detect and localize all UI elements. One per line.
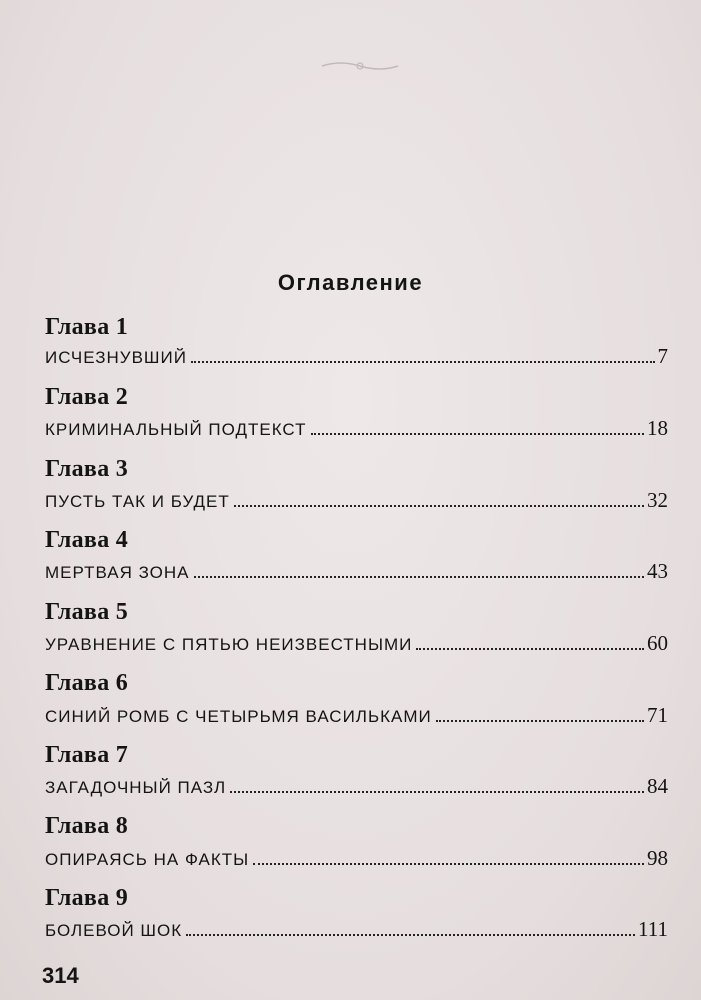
page-number: 314 bbox=[42, 963, 79, 988]
toc-entry[interactable] bbox=[45, 559, 668, 587]
entry-title: ИСЧЕЗНУВШИЙ bbox=[45, 348, 187, 367]
entry-page: 43 bbox=[647, 559, 668, 583]
ornament-icon bbox=[320, 58, 400, 74]
leader-dots bbox=[311, 433, 644, 435]
entry-title: КРИМИНАЛЬНЫЙ ПОДТЕКСТ bbox=[45, 420, 307, 439]
entry-title: ОПИРАЯСЬ НА ФАКТЫ bbox=[45, 850, 250, 869]
chapter-label: Глава 2 bbox=[45, 384, 129, 410]
toc-entry[interactable] bbox=[45, 631, 668, 659]
entry-page: 18 bbox=[647, 416, 668, 440]
toc-entry[interactable] bbox=[45, 703, 668, 731]
entry-title: УРАВНЕНИЕ С ПЯТЬЮ НЕИЗВЕСТНЫМИ bbox=[45, 635, 413, 654]
leader-dots bbox=[436, 720, 644, 722]
chapter-label: Глава 6 bbox=[45, 670, 129, 696]
entry-title: БОЛЕВОЙ ШОК bbox=[45, 921, 183, 940]
toc-entry[interactable] bbox=[45, 774, 668, 802]
leader-dots bbox=[191, 361, 655, 363]
leader-dots bbox=[230, 791, 644, 793]
entry-page: 60 bbox=[647, 631, 668, 655]
chapter-label: Глава 9 bbox=[45, 885, 129, 911]
chapter-label: Глава 8 bbox=[45, 813, 129, 839]
leader-dots bbox=[186, 934, 635, 936]
chapter-label: Глава 7 bbox=[45, 742, 129, 768]
entry-page: 71 bbox=[647, 703, 668, 727]
chapter-label: Глава 4 bbox=[45, 527, 129, 553]
toc-entry[interactable] bbox=[45, 488, 668, 516]
entry-title: ПУСТЬ ТАК И БУДЕТ bbox=[45, 492, 230, 511]
entry-page: 98 bbox=[647, 846, 668, 870]
entry-page: 84 bbox=[647, 774, 668, 798]
chapter-label: Глава 3 bbox=[45, 456, 129, 482]
entry-page: 111 bbox=[638, 917, 668, 941]
entry-page: 32 bbox=[647, 488, 668, 512]
leader-dots bbox=[253, 863, 644, 865]
entry-page: 7 bbox=[657, 344, 668, 368]
chapter-label: Глава 1 bbox=[45, 314, 129, 340]
leader-dots bbox=[234, 505, 644, 507]
entry-title: ЗАГАДОЧНЫЙ ПАЗЛ bbox=[45, 778, 227, 797]
toc-entry[interactable] bbox=[45, 344, 668, 372]
leader-dots bbox=[416, 648, 644, 650]
toc-entry[interactable] bbox=[45, 416, 668, 444]
entry-title: СИНИЙ РОМБ С ЧЕТЫРЬМЯ ВАСИЛЬКАМИ bbox=[45, 707, 432, 726]
entry-title: МЕРТВАЯ ЗОНА bbox=[45, 563, 190, 582]
leader-dots bbox=[194, 576, 645, 578]
chapter-label: Глава 5 bbox=[45, 599, 129, 625]
toc-title: Оглавление bbox=[277, 269, 424, 295]
toc-entry[interactable] bbox=[45, 917, 668, 945]
toc-entry[interactable] bbox=[45, 846, 668, 874]
